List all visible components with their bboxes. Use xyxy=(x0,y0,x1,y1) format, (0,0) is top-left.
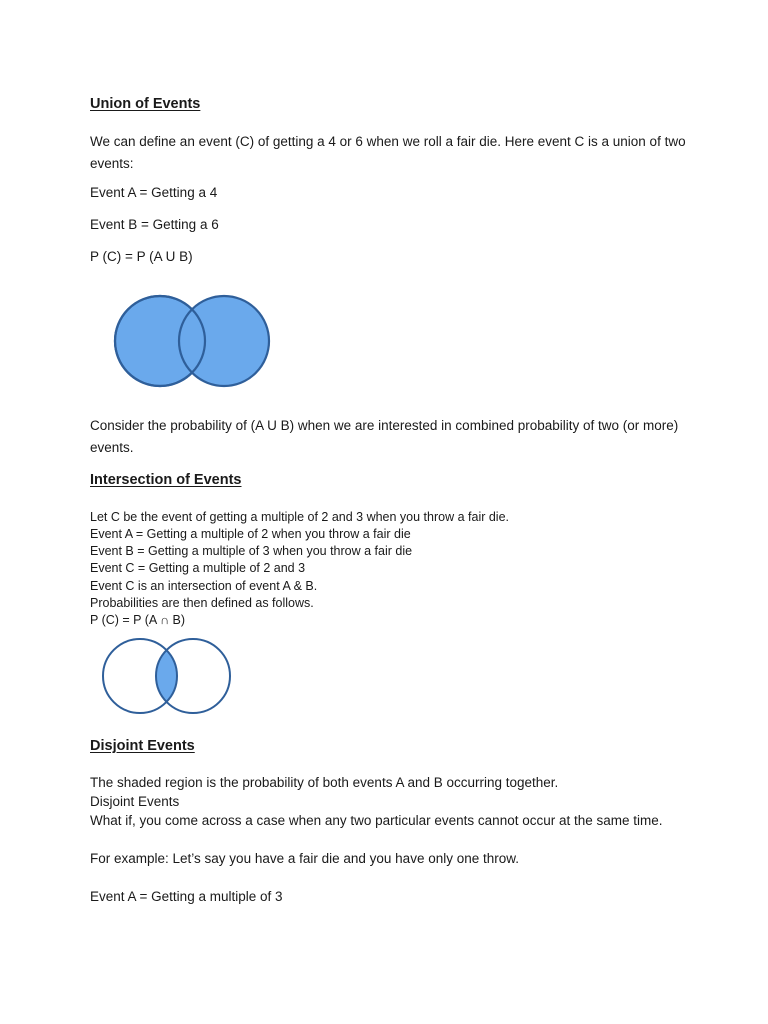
intersection-line: Let C be the event of getting a multiple of 2 and 3 when you throw a fair die. xyxy=(90,510,510,524)
disjoint-heading: Disjoint Events xyxy=(90,738,195,754)
disjoint-line: What if, you come across a case when any two particular events cannot occur at the same time. xyxy=(90,813,663,828)
intersection-venn-diagram xyxy=(96,634,238,718)
disjoint-line: Disjoint Events xyxy=(90,794,180,809)
intersection-line: Event C = Getting a multiple of 2 and 3 xyxy=(90,561,306,575)
union-event-a: Event A = Getting a 4 xyxy=(90,185,218,200)
disjoint-example: For example: Let’s say you have a fair die and you have only one throw. xyxy=(90,851,520,866)
union-venn-diagram xyxy=(108,290,278,392)
intersection-line: Event C is an intersection of event A & B. xyxy=(90,579,318,593)
intersection-line: Event A = Getting a multiple of 2 when you throw a fair die xyxy=(90,527,411,541)
union-note: Consider the probability of (A U B) when we are interested in combined probability of two (or more) events. xyxy=(90,418,679,455)
intersection-line: Probabilities are then defined as follows. xyxy=(90,596,314,610)
union-heading: Union of Events xyxy=(90,96,201,112)
disjoint-event-a: Event A = Getting a multiple of 3 xyxy=(90,889,283,904)
union-intro: We can define an event (C) of getting a 4 or 6 when we roll a fair die. Here event C is a union of two events: xyxy=(90,134,686,171)
intersection-line: Event B = Getting a multiple of 3 when you throw a fair die xyxy=(90,544,413,558)
intersection-heading: Intersection of Events xyxy=(90,472,242,488)
union-event-b: Event B = Getting a 6 xyxy=(90,217,219,232)
disjoint-line: The shaded region is the probability of both events A and B occurring together. xyxy=(90,775,559,790)
union-formula: P (C) = P (A U B) xyxy=(90,249,193,264)
intersection-formula: P (C) = P (A ∩ B) xyxy=(90,613,186,627)
